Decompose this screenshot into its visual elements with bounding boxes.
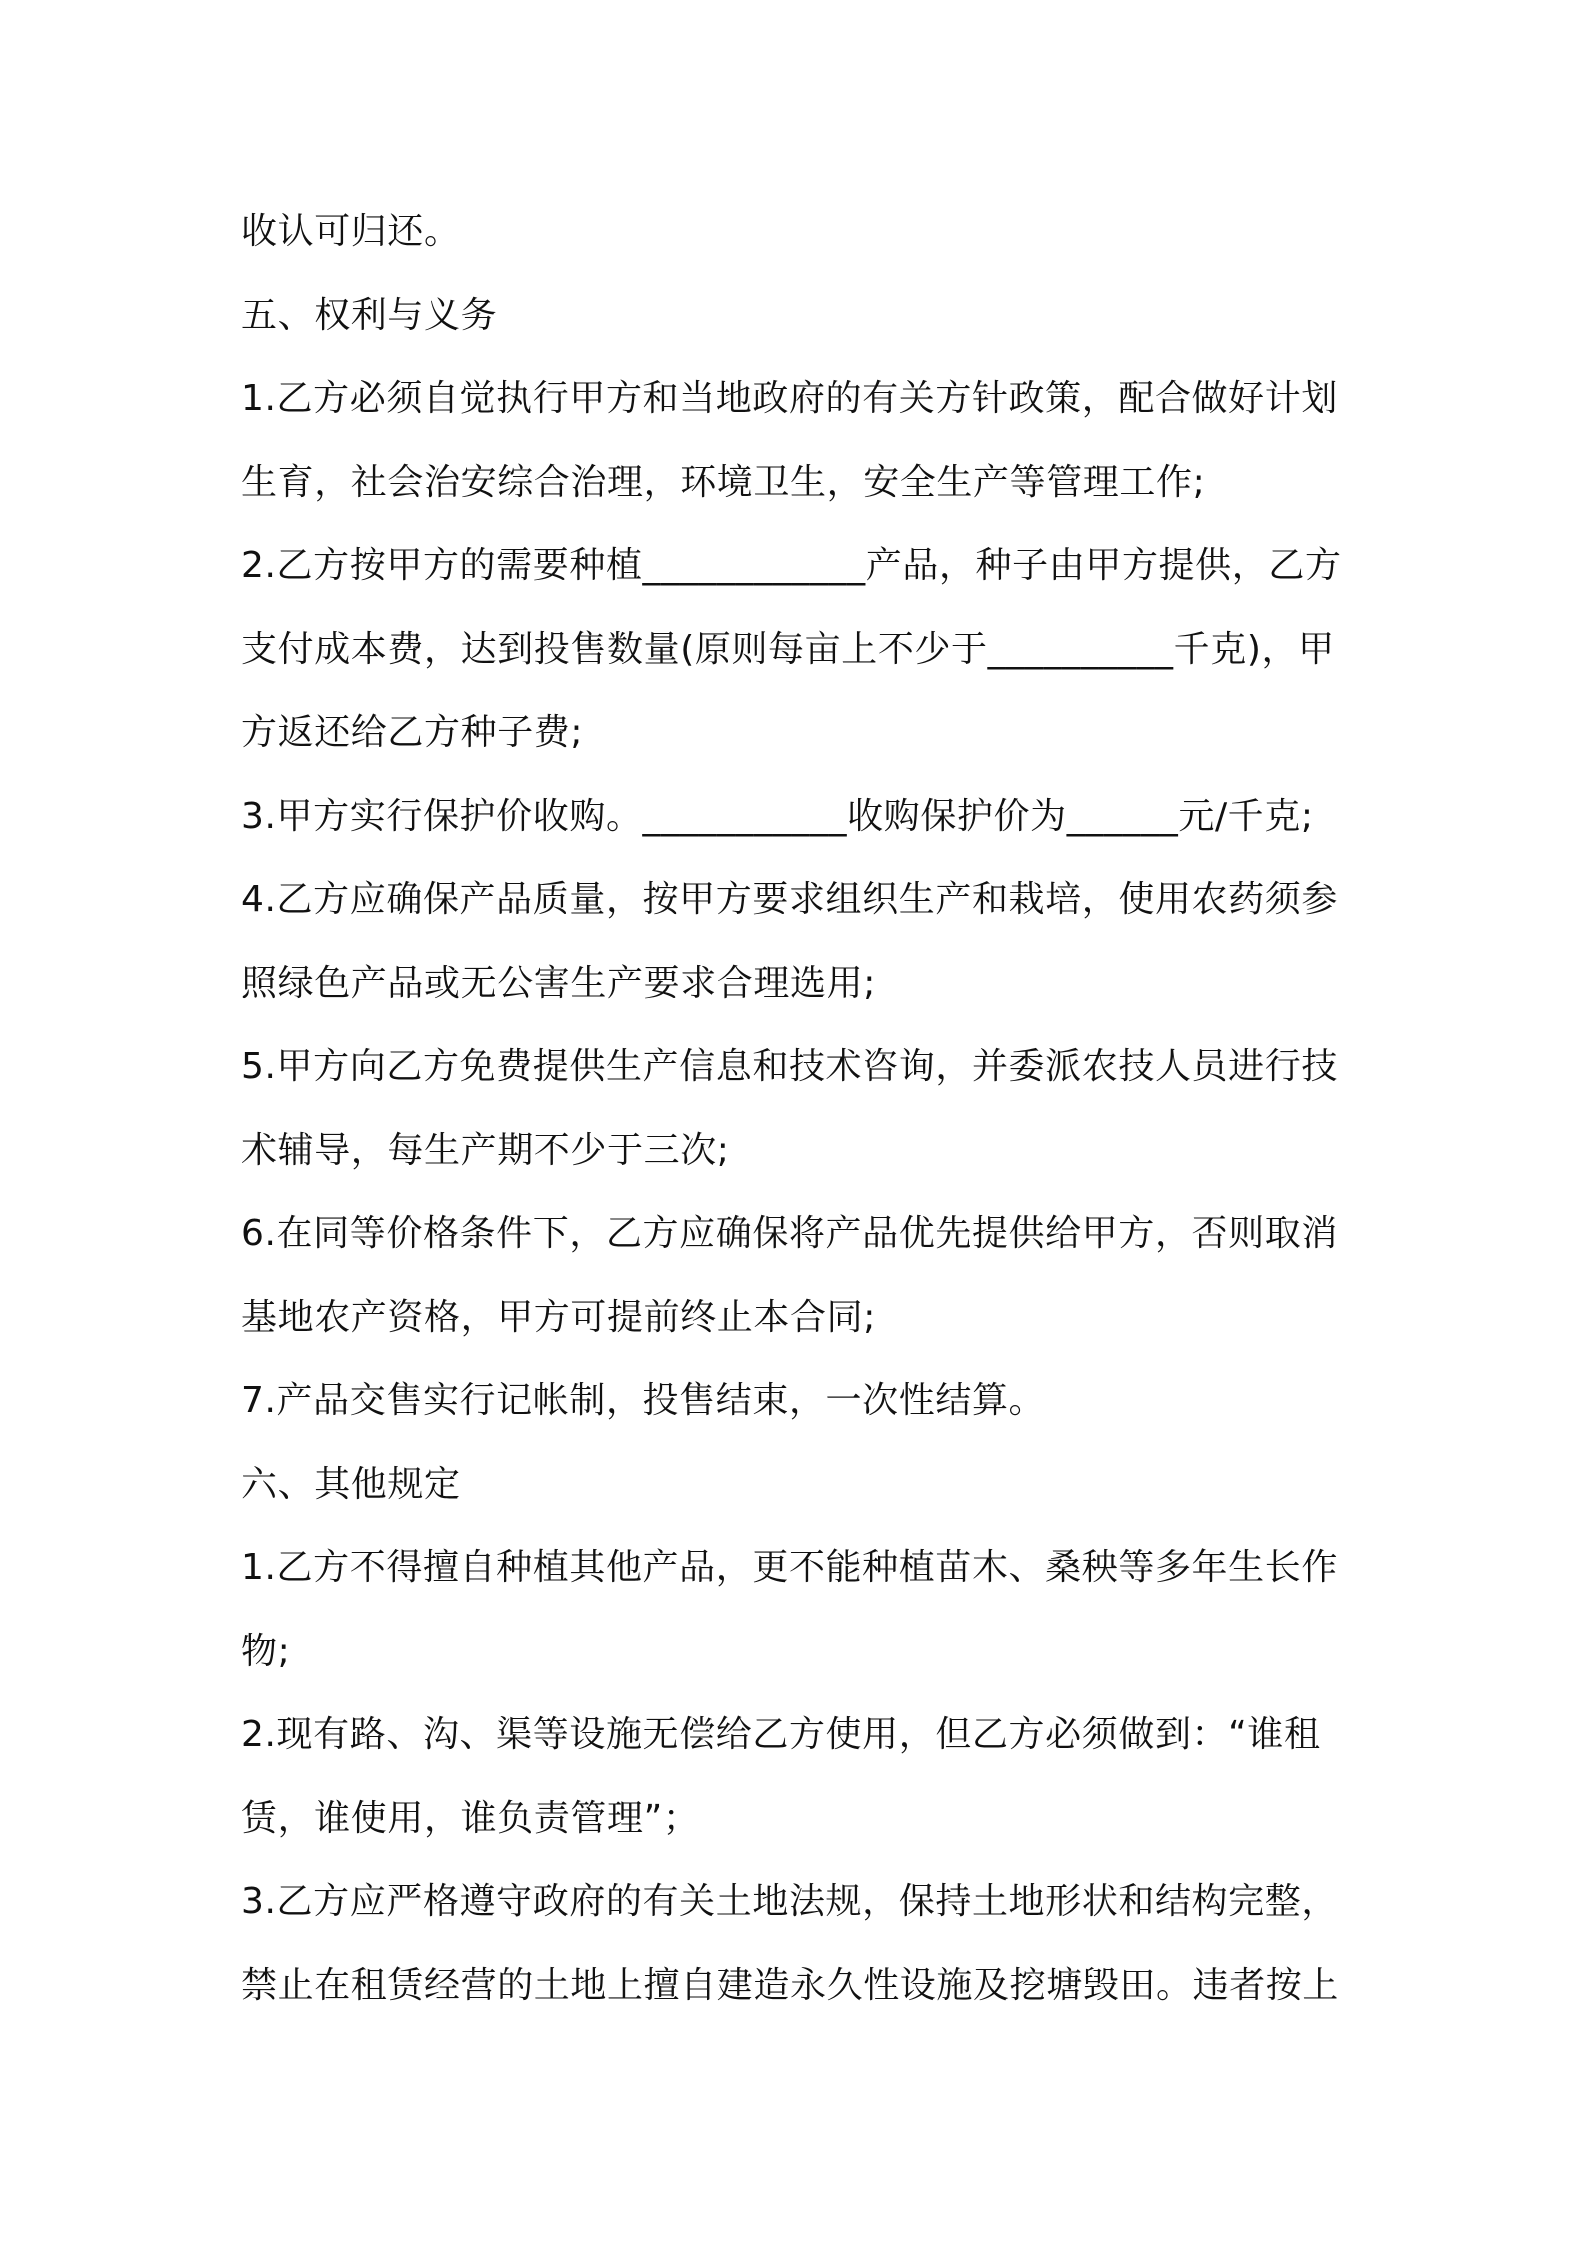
text-line: 物; <box>241 1630 291 1672</box>
text-line: 生育，社会治安综合治理，环境卫生，安全生产等管理工作; <box>241 461 1206 503</box>
section-heading: 五、权利与义务 <box>241 294 498 336</box>
text-line: 6.在同等价格条件下，乙方应确保将产品优先提供给甲方，否则取消 <box>241 1213 1338 1254</box>
text-line: 7.产品交售实行记帐制，投售结束，一次性结算。 <box>241 1380 1046 1421</box>
text-line: 2.现有路、沟、渠等设施无偿给乙方使用，但乙方必须做到：“谁租 <box>241 1714 1321 1755</box>
text-line: 照绿色产品或无公害生产要求合理选用; <box>241 962 876 1004</box>
section-heading: 六、其他规定 <box>241 1463 461 1505</box>
text-line: 禁止在租赁经营的土地上擅自建造永久性设施及挖塘毁田。违者按上 <box>241 1964 1340 2006</box>
text-line: 赁，谁使用，谁负责管理”； <box>241 1797 700 1839</box>
text-line: 4.乙方应确保产品质量，按甲方要求组织生产和栽培，使用农药须参 <box>241 879 1338 920</box>
text-line: 1.乙方不得擅自种植其他产品，更不能种植苗木、桑秧等多年生长作 <box>241 1547 1338 1588</box>
document-body <box>241 190 1366 2027</box>
text-line: 收认可归还。 <box>241 211 461 252</box>
text-line: 5.甲方向乙方免费提供生产信息和技术咨询，并委派农技人员进行技 <box>241 1046 1338 1087</box>
text-line: 方返还给乙方种子费; <box>241 712 584 753</box>
text-line: 3.乙方应严格遵守政府的有关土地法规，保持土地形状和结构完整， <box>241 1881 1338 1922</box>
text-line: 基地农产资格，甲方可提前终止本合同; <box>241 1296 876 1338</box>
text-line: 术辅导，每生产期不少于三次; <box>241 1129 730 1171</box>
text-line: 2.乙方按甲方的需要种植____________产品，种子由甲方提供，乙方 <box>241 545 1342 586</box>
text-line: 1.乙方必须自觉执行甲方和当地政府的有关方针政策，配合做好计划 <box>241 378 1338 419</box>
text-line: 3.甲方实行保护价收购。___________收购保护价为______元/千克; <box>241 795 1314 837</box>
text-line: 支付成本费，达到投售数量(原则每亩上不少于__________千克)，甲 <box>241 628 1335 670</box>
